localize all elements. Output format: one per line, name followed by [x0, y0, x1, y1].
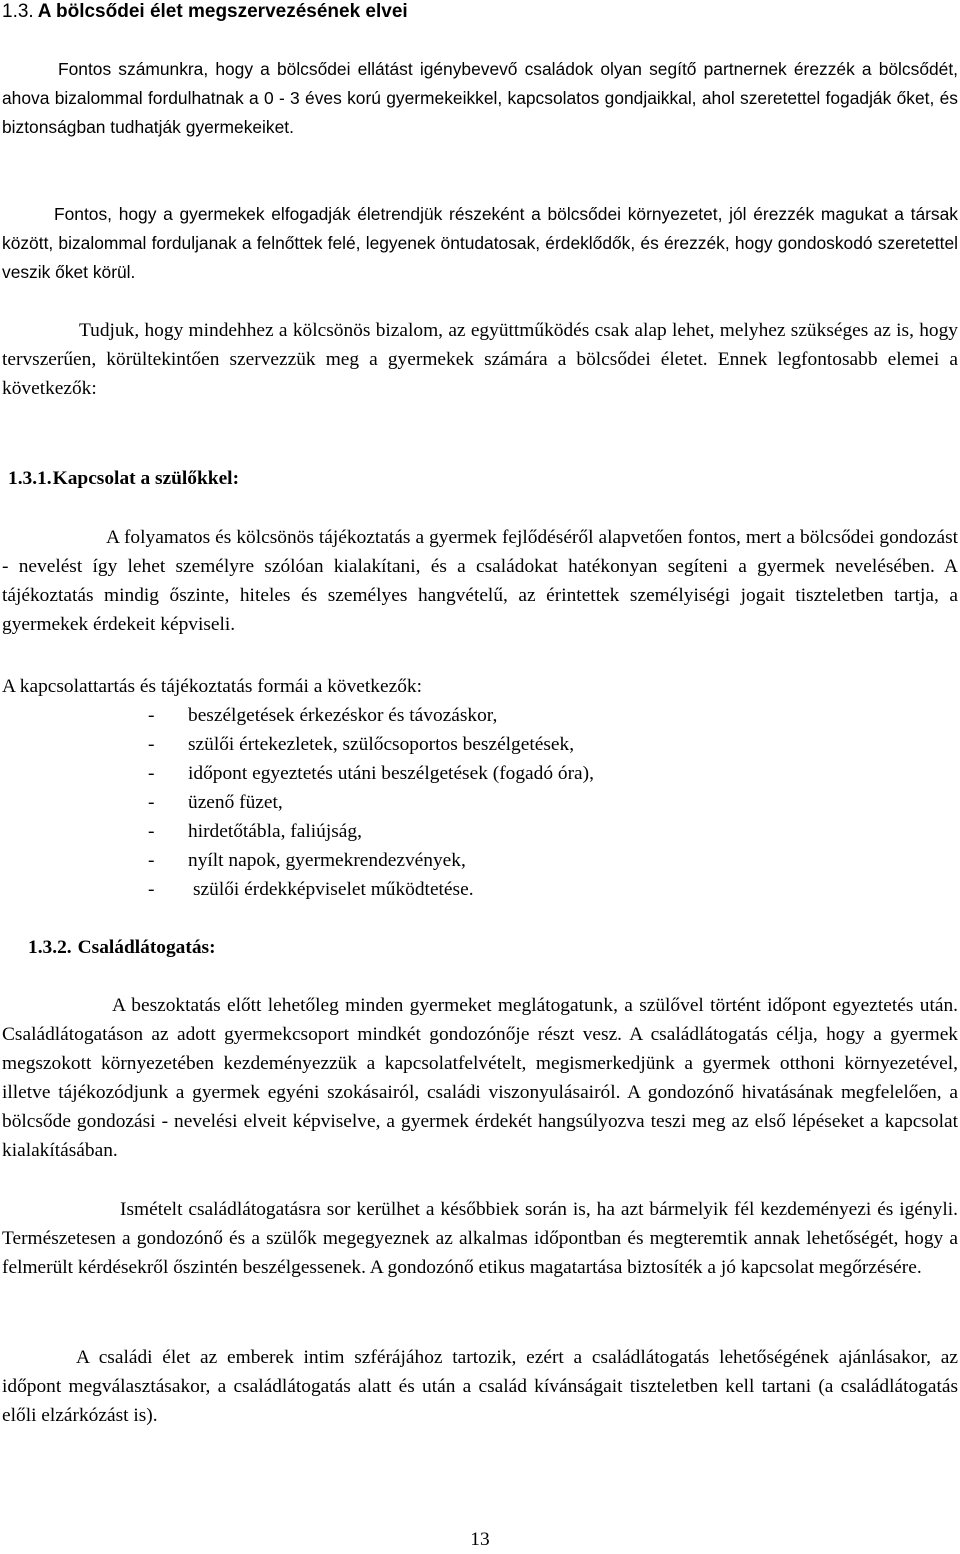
- intro-paragraph-1: Fontos számunkra, hogy a bölcsődei ellátást igénybevevő családok olyan segítő partnernek érezzék a bölcsődét, ahova bizalommal fordulhatnak a 0 - 3 éves korú gyermekeikkel, kapcsolatos gondjaikkal, ahol szeretettel fogadják őket, és biztonságban tudhatják gyermekeiket.: [2, 59, 958, 137]
- subsection-2-heading: [28, 933, 216, 962]
- subsection-1-heading: [8, 464, 239, 493]
- home-visit-paragraph-2: Ismételt családlátogatásra sor kerülhet a későbbiek során is, ha azt bármelyik fél kezdeményezi és igényli. Természetesen a gondozónő és a szülők megegyeznek az alkalmas időpontban és megteremtik annak lehetőségét, hogy a felmerült kérdésekről őszintén beszélgessenek. A gondozónő etikus magatartása biztosíték a jó kapcsolat megőrzésére.: [2, 1199, 958, 1278]
- subsection-2-title: Családlátogatás:: [77, 937, 216, 958]
- list-item: - időpont egyeztetés utáni beszélgetések (fogadó óra),: [148, 759, 594, 788]
- list-item: - szülői értekezletek, szülőcsoportos beszélgetések,: [148, 730, 594, 759]
- forms-list-intro: A kapcsolattartás és tájékoztatás formái a következők:: [2, 676, 422, 697]
- list-item: - beszélgetések érkezéskor és távozáskor,: [148, 701, 594, 730]
- bullet-dash: -: [148, 821, 155, 842]
- subsection-1-number: 1.3.1.: [8, 468, 52, 489]
- intro-paragraph-2: Fontos, hogy a gyermekek elfogadják életrendjük részeként a bölcsődei környezetet, jól érezzék magukat a társak között, bizalommal forduljanak a felnőttek felé, legyenek öntudatosak, érdeklődők, és érezzék, hogy gondoskodó szeretettel veszik őket körül.: [2, 204, 958, 282]
- home-visit-paragraph-3: A családi élet az emberek intim szférájához tartozik, ezért a családlátogatás lehetőségének ajánlásakor, az időpont megválasztásakor, a családlátogatás alatt és után a család kívánságait tiszteletben kell tartani (a családlátogatás előli elzárkózást is).: [2, 1347, 958, 1426]
- home-visit-paragraph-1: A beszoktatás előtt lehetőleg minden gyermeket meglátogatunk, a szülővel történt időpont egyeztetés után. Családlátogatáson az adott gyermekcsoport mindkét gondozónője részt vesz. A családlátogatás célja, hogy a gyermek megszokott környezetében kezdeményezzük a kapcsolatfelvételt, megismerkedjünk a gyermek otthoni környezetével, illetve tájékozódjunk a gyermek egyéni szokásairól, családi viszonyulásairól. A gondozónő hivatásának megfelelően, a bölcsőde gondozási - nevelési elveit képviselve, a gyermek érdekét hangsúlyozva teszi meg az első lépéseket a kapcsolat kialakításában.: [2, 995, 958, 1161]
- contact-forms-list: [148, 701, 594, 904]
- section-heading: [2, 0, 408, 26]
- page-number: 13: [470, 1529, 490, 1550]
- bullet-dash: -: [148, 792, 155, 813]
- list-item: - nyílt napok, gyermekrendezvények,: [148, 846, 594, 875]
- subsection-1-title: Kapcsolat a szülőkkel:: [52, 468, 240, 489]
- list-item: - szülői érdekképviselet működtetése.: [148, 875, 594, 904]
- list-item: - üzenő füzet,: [148, 788, 594, 817]
- section-title: A bölcsődei élet megszervezésének elvei: [37, 1, 408, 22]
- list-item: - hirdetőtábla, faliújság,: [148, 817, 594, 846]
- bullet-dash: -: [148, 705, 155, 726]
- basis-paragraph: Tudjuk, hogy mindehhez a kölcsönös bizalom, az együttműködés csak alap lehet, melyhez szükséges az is, hogy tervszerűen, körültekintően szervezzük meg a gyermekek számára a bölcsődei életet. Ennek legfontosabb elemei a következők:: [2, 320, 958, 399]
- bullet-dash: -: [148, 850, 155, 871]
- bullet-dash: -: [148, 879, 155, 900]
- section-number: 1.3.: [2, 1, 34, 22]
- bullet-dash: -: [148, 734, 155, 755]
- bullet-dash: -: [148, 763, 155, 784]
- subsection-2-number: 1.3.2.: [28, 937, 72, 958]
- subsection-1-paragraph: A folyamatos és kölcsönös tájékoztatás a gyermek fejlődéséről alapvetően fontos, mert a bölcsődei gondozást - nevelést így lehet személyre szólóan kialakítani, és a családokat hatékonyan segíteni a gyermek nevelésében. A tájékoztatás mindig őszinte, hiteles és személyes hangvételű, az érintettek személyiségi jogait tiszteletben tartja, a gyermekek érdekeit képviseli.: [2, 527, 958, 635]
